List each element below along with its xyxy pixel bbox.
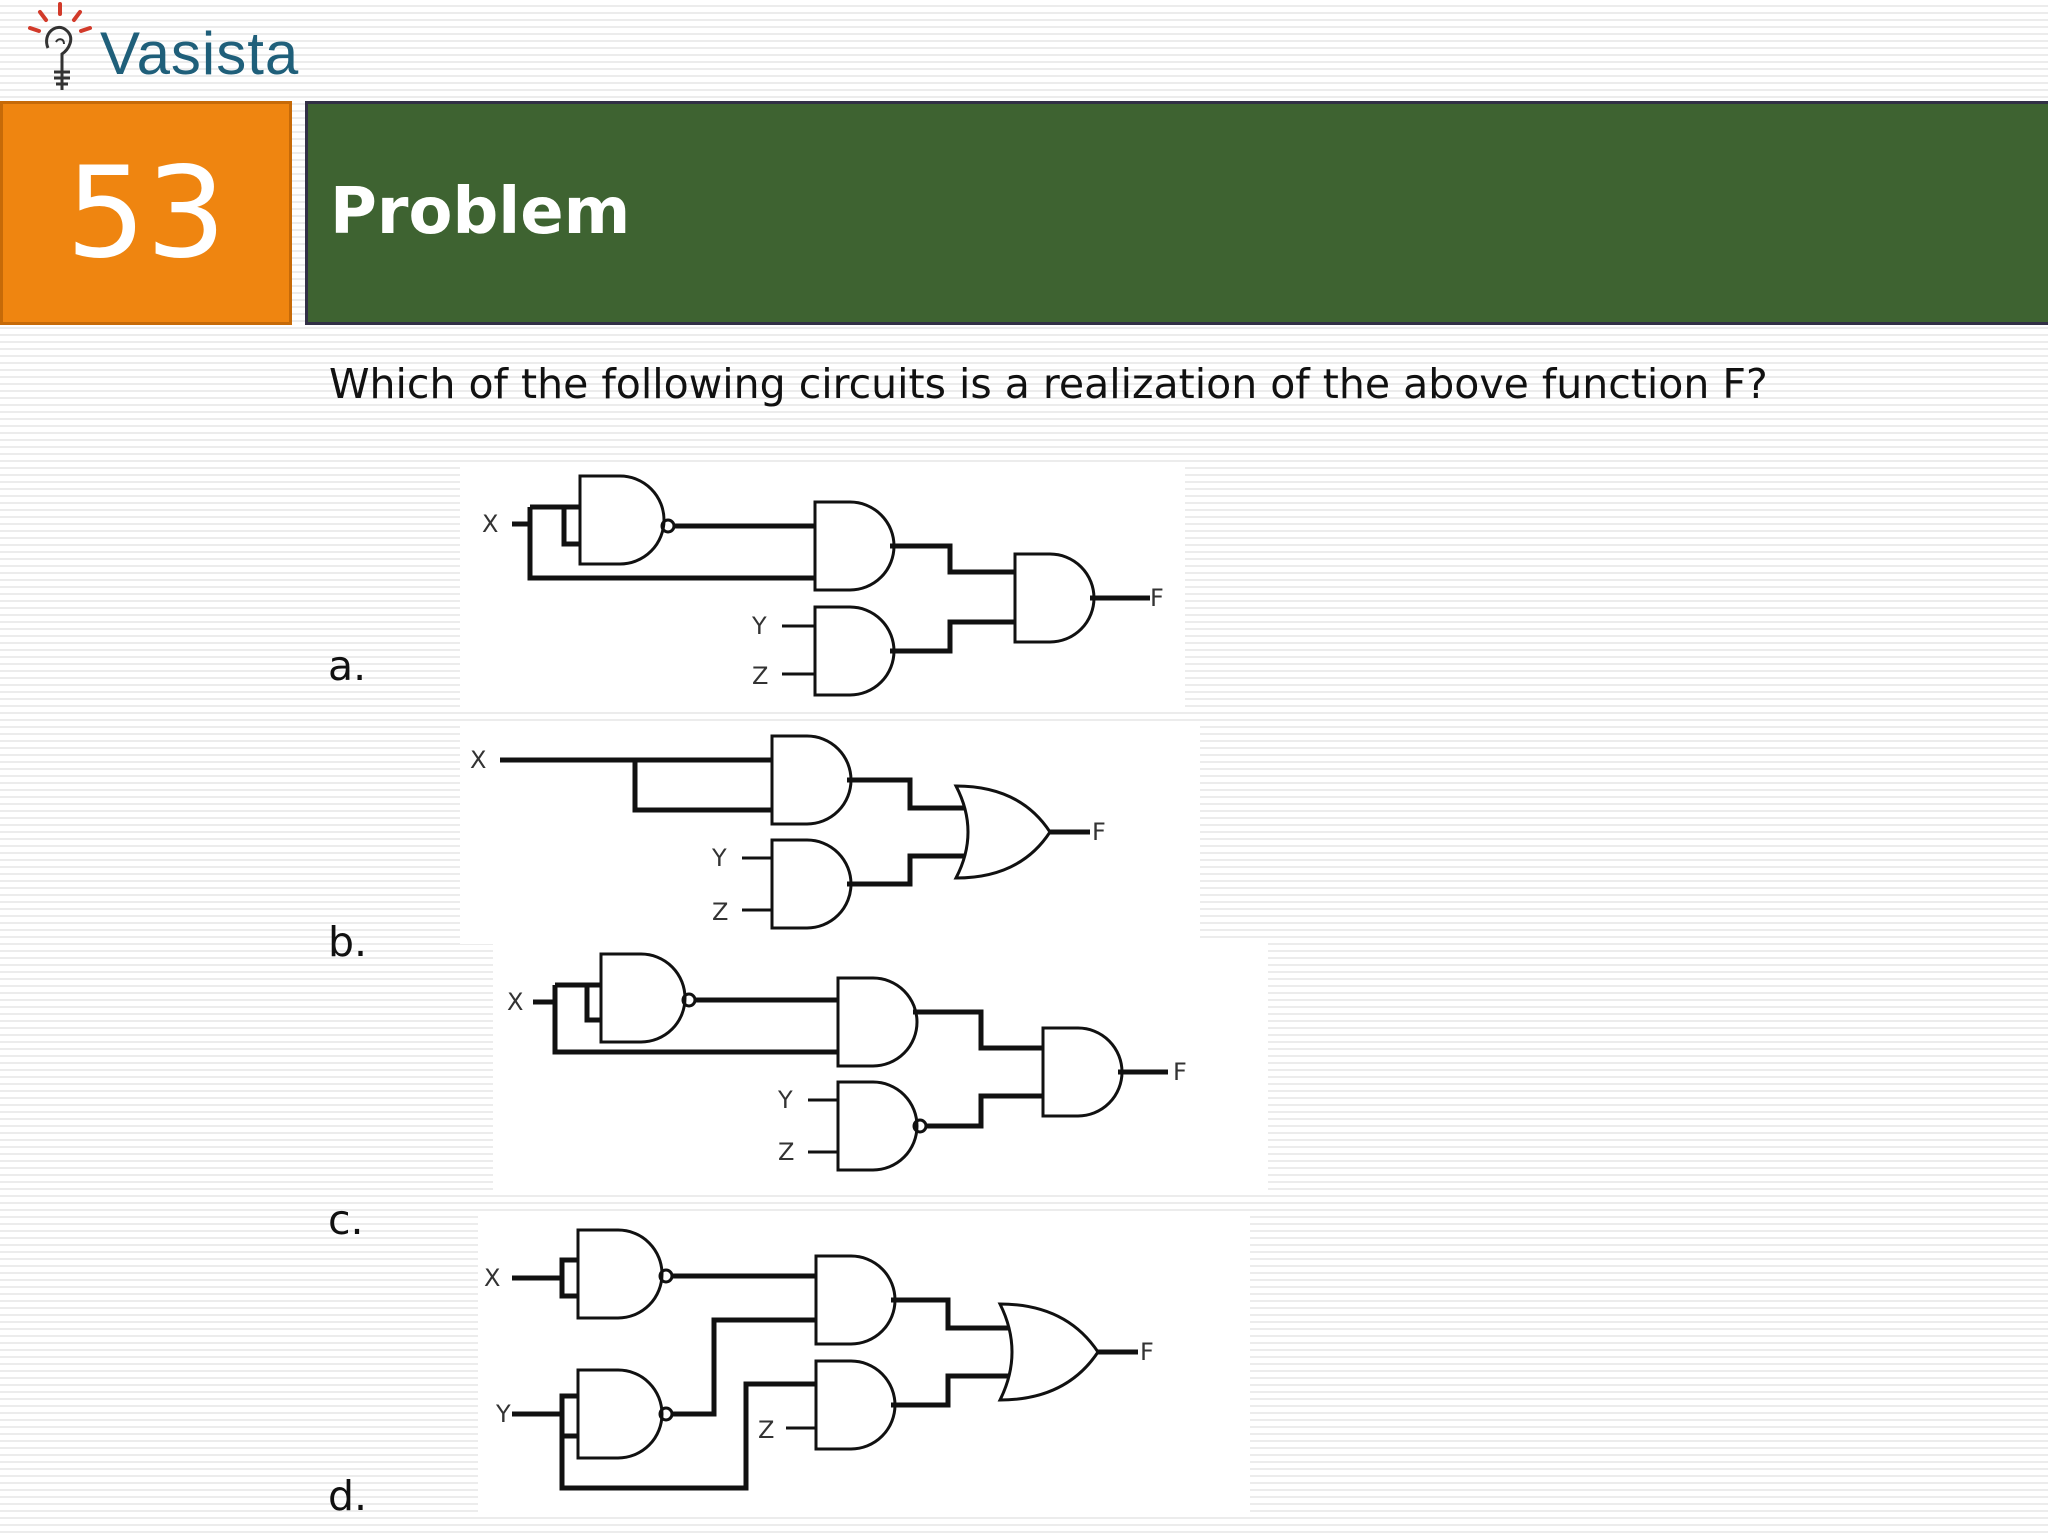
- circuit-b-input-x: X: [470, 746, 487, 774]
- option-a-label: a.: [328, 642, 367, 690]
- logo-text: Vasista: [100, 20, 300, 87]
- circuit-d[interactable]: [478, 1216, 1250, 1514]
- question-text: Which of the following circuits is a realization of the above function F?: [329, 360, 1768, 408]
- circuit-a-input-z: Z: [752, 662, 769, 690]
- option-c-label: c.: [328, 1196, 364, 1244]
- circuit-a-output-f: F: [1150, 584, 1164, 612]
- circuit-c-input-z: Z: [778, 1138, 795, 1166]
- circuit-d-output-f: F: [1140, 1338, 1154, 1366]
- slide-title: Problem: [330, 175, 631, 249]
- circuit-d-input-z: Z: [758, 1416, 775, 1444]
- circuit-c-input-y: Y: [778, 1086, 793, 1114]
- circuit-d-input-x: X: [484, 1264, 501, 1292]
- option-b-label: b.: [328, 918, 368, 966]
- circuit-b[interactable]: [460, 722, 1200, 944]
- lightbulb-icon: [22, 0, 102, 100]
- circuit-a-input-y: Y: [752, 612, 767, 640]
- vasista-logo: [22, 0, 300, 100]
- circuit-b-input-y: Y: [712, 844, 727, 872]
- title-bar: [305, 101, 2048, 325]
- circuit-c-input-x: X: [507, 988, 524, 1016]
- circuit-c-output-f: F: [1173, 1058, 1187, 1086]
- circuit-a-input-x: X: [482, 510, 499, 538]
- circuit-a[interactable]: [460, 462, 1185, 712]
- circuit-b-output-f: F: [1092, 818, 1106, 846]
- slide-number: 53: [0, 101, 292, 325]
- circuit-b-input-z: Z: [712, 898, 729, 926]
- option-d-label: d.: [328, 1472, 368, 1520]
- circuit-d-input-y: Y: [496, 1400, 511, 1428]
- circuit-c[interactable]: [493, 940, 1268, 1192]
